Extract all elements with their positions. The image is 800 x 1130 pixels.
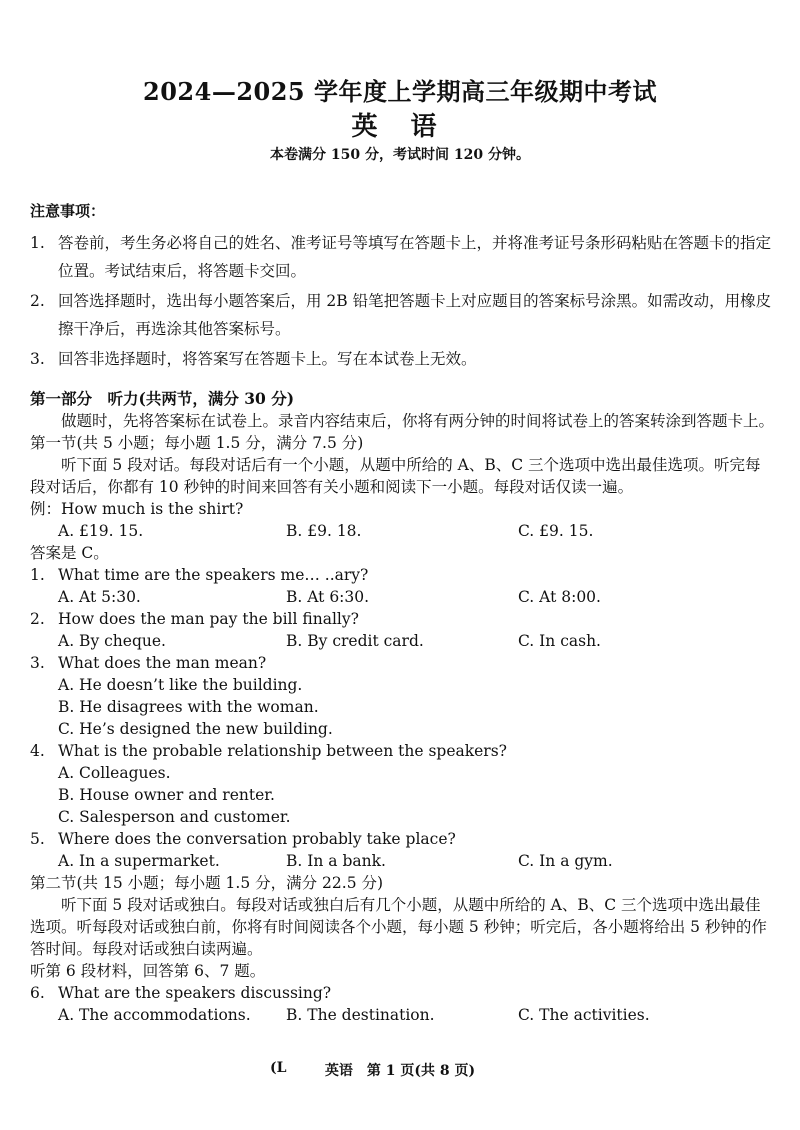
note-text: 答卷前，考生务必将自己的姓名、准考证号等填写在答题卡上，并将准考证号条形码粘贴在答题卡的指定位置。考试结束后，将答题卡交回。 (58, 234, 772, 280)
option: B. The destination. (286, 1006, 435, 1024)
question (30, 608, 774, 630)
option: B. He disagrees with the woman. (58, 698, 319, 716)
notes-heading: 注意事项： (30, 202, 106, 220)
option: A. The accommodations. (58, 1006, 251, 1024)
option: A. £19. 15. (58, 522, 144, 540)
question-number: 4. (30, 742, 45, 760)
option: C. In a gym. (518, 852, 613, 870)
material-note: 听第 6 段材料，回答第 6、7 题。 (30, 962, 266, 980)
option: B. In a bank. (286, 852, 386, 870)
option: A. At 5:30. (58, 588, 141, 606)
option: C. The activities. (518, 1006, 650, 1024)
question-stem: What is the probable relationship between the speakers? (58, 742, 507, 760)
notes-section (30, 200, 774, 375)
option: A. Colleagues. (58, 764, 171, 782)
question-options (30, 1004, 774, 1026)
example-options (30, 520, 774, 542)
option: C. £9. 15. (518, 522, 594, 540)
option: A. In a supermarket. (58, 852, 220, 870)
option: C. He’s designed the new building. (58, 720, 333, 738)
question-stem: What are the speakers discussing? (58, 984, 332, 1002)
question (30, 652, 774, 674)
option: C. In cash. (518, 632, 601, 650)
note-number: 3. (30, 350, 45, 368)
option: B. House owner and renter. (58, 786, 275, 804)
option: B. At 6:30. (286, 588, 370, 606)
question (30, 564, 774, 586)
example-answer: 答案是 C。 (30, 544, 109, 562)
note-text: 回答选择题时，选出每小题答案后，用 2B 铅笔把答题卡上对应题目的答案标号涂黑。如需改动，用橡皮擦干净后，再选涂其他答案标号。 (58, 292, 772, 338)
option: B. By credit card. (286, 632, 424, 650)
example-stem: 例：How much is the shirt? (30, 500, 244, 518)
question-number: 1. (30, 566, 45, 584)
option: C. Salesperson and customer. (58, 808, 291, 826)
question (30, 828, 774, 850)
note-text: 回答非选择题时，将答案写在答题卡上。写在本试卷上无效。 (58, 350, 477, 368)
question-stem: How does the man pay the bill finally? (58, 610, 359, 628)
option: C. At 8:00. (518, 588, 601, 606)
question-stem: Where does the conversation probably take place? (58, 830, 456, 848)
subject-title: 英 语 (351, 112, 449, 142)
question (30, 740, 774, 762)
section1-instructions: 听下面 5 段对话。每段对话后有一个小题，从题中所给的 A、B、C 三个选项中选出最佳选项。听完每段对话后，你都有 10 秒钟的时间来回答有关小题和阅读下一小题。每段对话仅读一遍。 (30, 456, 761, 496)
note-item (30, 229, 774, 285)
question-number: 2. (30, 610, 45, 628)
question-number: 5. (30, 830, 45, 848)
part-intro: 做题时，先将答案标在试卷上。录音内容结束后，你将有两分钟的时间将试卷上的答案转涂到答题卡上。 (61, 412, 775, 430)
question-options (30, 630, 774, 652)
question-options (30, 850, 774, 872)
footer-mark: (L (270, 1060, 287, 1076)
score-note: 本卷满分 150 分，考试时间 120 分钟。 (270, 147, 530, 163)
note-number: 2. (30, 292, 45, 310)
note-item (30, 345, 774, 373)
question-options (30, 586, 774, 608)
note-number: 1. (30, 234, 45, 252)
option: A. He doesn’t like the building. (58, 676, 303, 694)
listening-part (30, 388, 774, 1026)
section2-instructions: 听下面 5 段对话或独白。每段对话或独白后有几个小题，从题中所给的 A、B、C 三个选项中选出最佳选项。听每段对话或独白前，你将有时间阅读各个小题，每小题 5 秒钟；听完后，各小题将给出 5 秒钟的作答时间。每段对话或独白读两遍。 (30, 896, 767, 958)
page-footer (0, 1060, 800, 1080)
question-number: 3. (30, 654, 45, 672)
question-number: 6. (30, 984, 45, 1002)
question-stem: What does the man mean? (58, 654, 267, 672)
question-stem: What time are the speakers me… ..ary? (58, 566, 369, 584)
note-item (30, 287, 774, 343)
option: B. £9. 18. (286, 522, 362, 540)
exam-title: 2024—2025 学年度上学期高三年级期中考试 (143, 77, 657, 106)
section1-heading: 第一节(共 5 小题；每小题 1.5 分，满分 7.5 分) (30, 434, 364, 452)
section2-heading: 第二节(共 15 小题；每小题 1.5 分，满分 22.5 分) (30, 874, 384, 892)
option: A. By cheque. (58, 632, 166, 650)
question (30, 982, 774, 1004)
part-heading: 第一部分 听力(共两节，满分 30 分) (30, 389, 295, 408)
footer-page-info: 英语 第 1 页(共 8 页) (324, 1063, 476, 1079)
